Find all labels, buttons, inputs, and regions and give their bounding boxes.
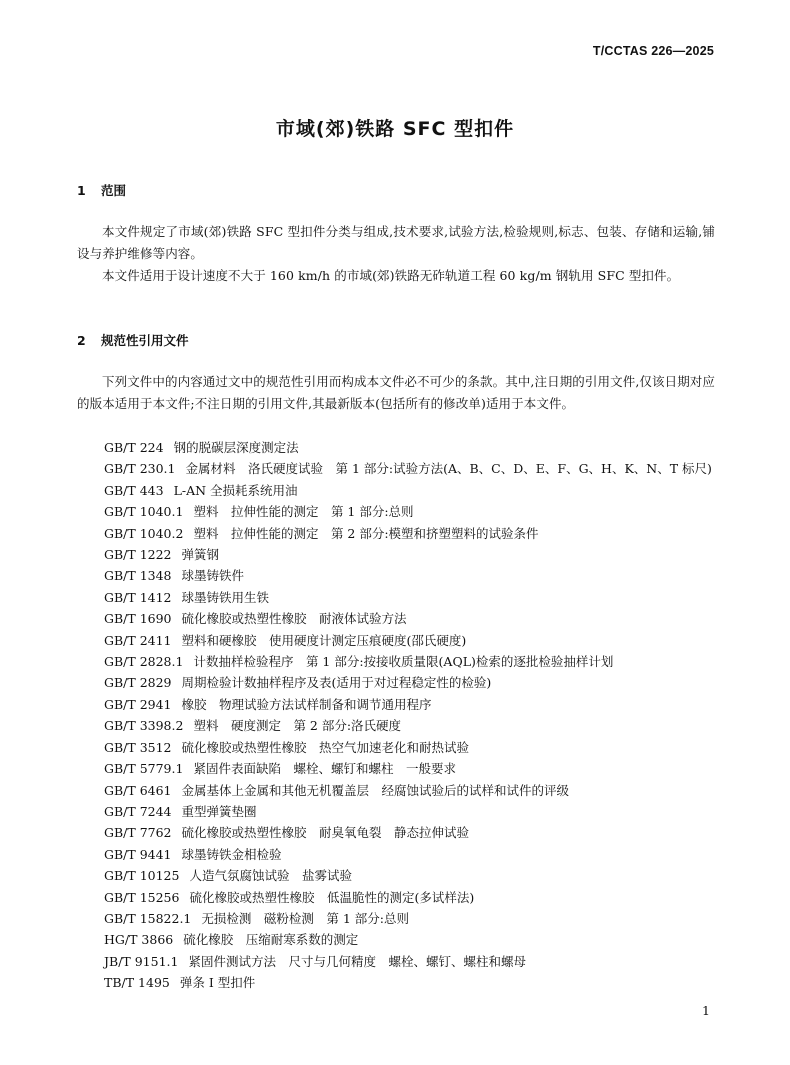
reference-item (104, 929, 712, 950)
reference-code: GB/T 230.1 (104, 461, 176, 477)
reference-code: GB/T 2829 (104, 675, 172, 691)
reference-item (104, 780, 712, 801)
reference-title: 金属基体上金属和其他无机覆盖层 经腐蚀试验后的试样和试件的评级 (181, 782, 570, 798)
reference-item (104, 523, 712, 544)
reference-item (104, 630, 712, 651)
reference-item (104, 608, 712, 629)
reference-code: GB/T 15822.1 (104, 910, 192, 926)
section-2-heading (77, 331, 189, 349)
reference-title: 金属材料 洛氏硬度试验 第 1 部分:试验方法(A、B、C、D、E、F、G、H、K、N、T 标尺) (185, 461, 712, 477)
reference-title: 硫化橡胶 压缩耐寒系数的测定 (183, 932, 359, 948)
reference-code: GB/T 3512 (104, 739, 172, 755)
section-2-paragraph-1: 下列文件中的内容通过文中的规范性引用而构成本文件必不可少的条款。其中,注日期的引用文件,仅该日期对应的版本适用于本文件;不注日期的引用文件,其最新版本(包括所有的修改单)适用于本文件。 (77, 374, 715, 411)
reference-code: GB/T 9441 (104, 846, 172, 862)
section-1-paragraph-1: 本文件规定了市域(郊)铁路 SFC 型扣件分类与组成,技术要求,试验方法,检验规则,标志、包装、存储和运输,铺设与养护维修等内容。 (77, 224, 715, 261)
reference-item (104, 758, 712, 779)
reference-title: 无损检测 磁粉检测 第 1 部分:总则 (201, 910, 410, 926)
document-title: 市域(郊)铁路 SFC 型扣件 (275, 118, 515, 140)
reference-item (104, 737, 712, 758)
reference-item (104, 822, 712, 843)
reference-item (104, 544, 712, 565)
reference-title: 弹条 I 型扣件 (179, 975, 256, 991)
section-title: 范围 (101, 183, 127, 198)
section-number: 1 (77, 183, 86, 198)
reference-code: GB/T 1348 (104, 568, 172, 584)
reference-code: GB/T 6461 (104, 782, 172, 798)
reference-title: 塑料 拉伸性能的测定 第 1 部分:总则 (193, 504, 414, 520)
reference-item (104, 458, 712, 479)
reference-item (104, 480, 712, 501)
reference-code: GB/T 1412 (104, 589, 172, 605)
reference-item (104, 972, 712, 993)
reference-code: GB/T 15256 (104, 889, 180, 905)
document-code: T/CCTAS 226—2025 (592, 44, 714, 58)
section-1-heading (77, 181, 126, 199)
reference-title: 球墨铸铁金相检验 (181, 846, 282, 862)
reference-code: GB/T 1222 (104, 547, 172, 563)
reference-title: 硫化橡胶或热塑性橡胶 耐臭氧龟裂 静态拉伸试验 (181, 825, 470, 841)
reference-item (104, 908, 712, 929)
reference-item (104, 801, 712, 822)
reference-code: GB/T 443 (104, 482, 164, 498)
reference-title: 弹簧钢 (181, 547, 220, 563)
section-number: 2 (77, 333, 86, 348)
reference-item (104, 672, 712, 693)
page-number: 1 (702, 1003, 710, 1018)
reference-title: 钢的脱碳层深度测定法 (173, 440, 299, 455)
reference-item (104, 865, 712, 886)
reference-title: 塑料 拉伸性能的测定 第 2 部分:模塑和挤塑塑料的试验条件 (193, 525, 539, 541)
reference-code: HG/T 3866 (104, 932, 174, 948)
reference-title: 球墨铸铁件 (181, 568, 245, 584)
reference-title: 硫化橡胶或热塑性橡胶 热空气加速老化和耐热试验 (181, 739, 470, 755)
reference-code: GB/T 7762 (104, 825, 172, 841)
reference-title: 重型弹簧垫圈 (181, 803, 257, 819)
reference-title: 人造气氛腐蚀试验 盐雾试验 (189, 868, 352, 884)
reference-title: 紧固件测试方法 尺寸与几何精度 螺栓、螺钉、螺柱和螺母 (188, 953, 526, 969)
normative-references-list (104, 437, 712, 994)
reference-title: 塑料 硬度测定 第 2 部分:洛氏硬度 (193, 718, 402, 734)
reference-title: 橡胶 物理试验方法试样制备和调节通用程序 (181, 696, 432, 712)
reference-code: GB/T 5779.1 (104, 761, 184, 777)
reference-code: GB/T 224 (104, 440, 164, 455)
reference-code: TB/T 1495 (104, 975, 170, 991)
reference-code: GB/T 2828.1 (104, 654, 184, 670)
reference-title: 球墨铸铁用生铁 (181, 589, 270, 605)
reference-item (104, 565, 712, 586)
reference-title: 紧固件表面缺陷 螺栓、螺钉和螺柱 一般要求 (193, 761, 456, 777)
reference-item (104, 587, 712, 608)
reference-code: GB/T 3398.2 (104, 718, 184, 734)
section-title: 规范性引用文件 (101, 333, 189, 348)
reference-item (104, 887, 712, 908)
reference-title: 硫化橡胶或热塑性橡胶 低温脆性的测定(多试样法) (189, 889, 475, 905)
reference-code: JB/T 9151.1 (104, 953, 179, 969)
reference-code: GB/T 10125 (104, 868, 180, 884)
reference-item (104, 501, 712, 522)
reference-item (104, 651, 712, 672)
reference-item (104, 437, 712, 458)
reference-code: GB/T 1040.1 (104, 504, 184, 520)
reference-item (104, 951, 712, 972)
reference-title: 周期检验计数抽样程序及表(适用于对过程稳定性的检验) (181, 675, 492, 691)
reference-title: 硫化橡胶或热塑性橡胶 耐液体试验方法 (181, 611, 407, 627)
reference-title: 塑料和硬橡胶 使用硬度计测定压痕硬度(邵氏硬度) (181, 632, 467, 648)
reference-item (104, 694, 712, 715)
reference-item (104, 844, 712, 865)
reference-code: GB/T 2941 (104, 696, 172, 712)
reference-title: 计数抽样检验程序 第 1 部分:按接收质量限(AQL)检索的逐批检验抽样计划 (193, 654, 614, 670)
reference-code: GB/T 7244 (104, 803, 172, 819)
reference-code: GB/T 1690 (104, 611, 172, 627)
section-1-paragraph-2: 本文件适用于设计速度不大于 160 km/h 的市域(郊)铁路无砟轨道工程 60 kg/m 钢轨用 SFC 型扣件。 (102, 268, 680, 283)
reference-item (104, 715, 712, 736)
reference-code: GB/T 1040.2 (104, 525, 184, 541)
reference-code: GB/T 2411 (104, 632, 172, 648)
reference-title: L-AN 全损耗系统用油 (173, 482, 298, 498)
